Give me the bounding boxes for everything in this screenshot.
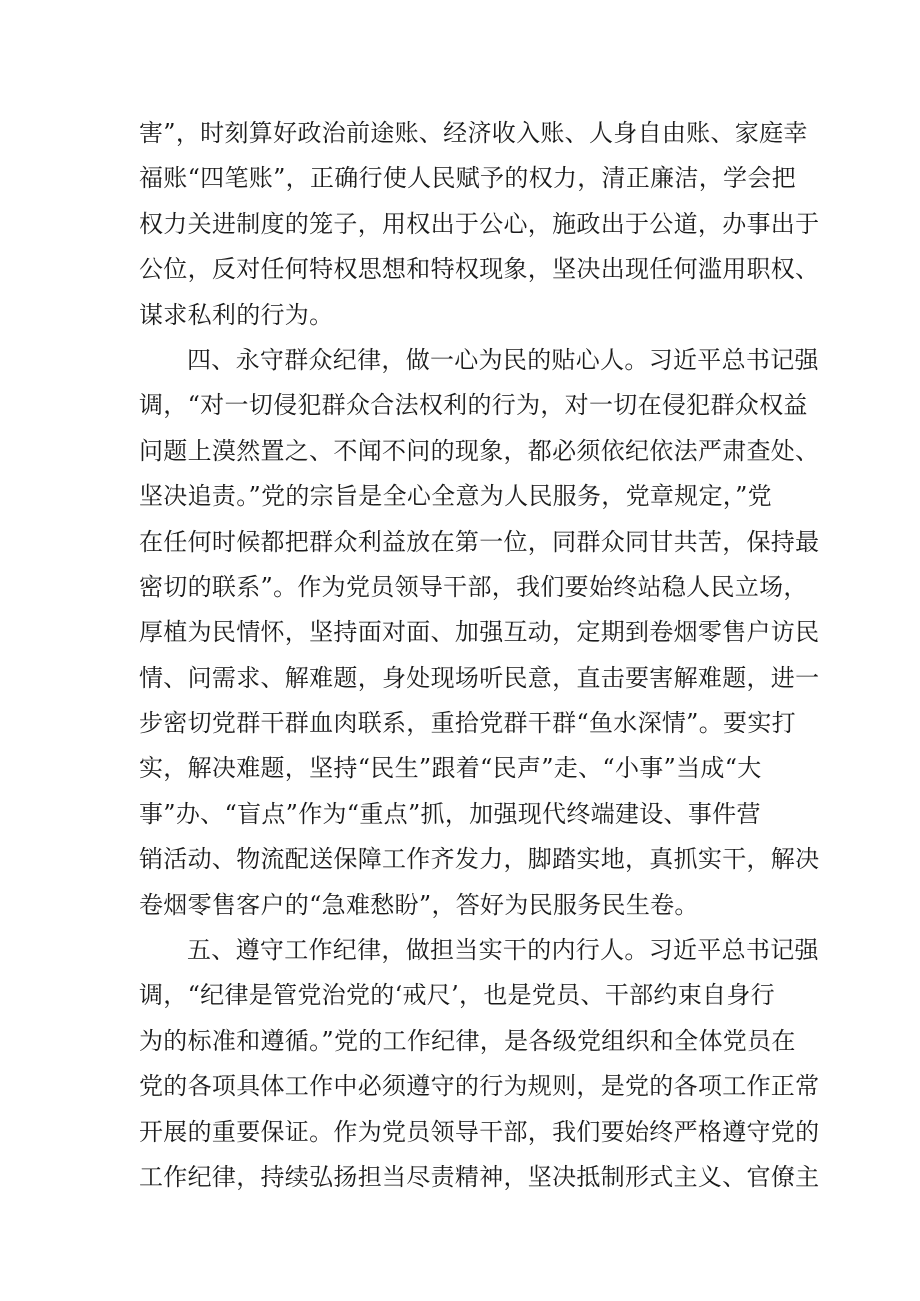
text-line: 坚决追责。”党的宗旨是全心全意为人民服务，党章规定，”党 bbox=[139, 482, 772, 511]
text-line: 调，“纪律是管党治党的‘戒尺’，也是党员、干部约束自身行 bbox=[139, 981, 775, 1010]
text-line: 害”，时刻算好政治前途账、经济收入账、人身自由账、家庭幸 bbox=[139, 119, 808, 147]
text-line: 实，解决难题，坚持“民生”跟着“民声”走、“小事”当成“大 bbox=[139, 754, 762, 783]
text-line: 情、问需求、解难题，身处现场听民意，直击要害解难题，进一 bbox=[139, 663, 820, 692]
text-line: 为的标准和遵循。”党的工作纪律，是各级党组织和全体党员在 bbox=[139, 1026, 796, 1055]
text-line: 福账“四笔账”，正确行使人民赋予的权力，清正廉洁，学会把 bbox=[139, 164, 796, 193]
text-line: 在任何时候都把群众利益放在第一位，同群众同甘共苦，保持最 bbox=[139, 527, 820, 556]
paragraph-heading-line: 五、遵守工作纪律，做担当实干的内行人。习近平总书记强 bbox=[187, 936, 819, 965]
text-line: 调，“对一切侵犯群众合法权利的行为，对一切在侵犯群众权益 bbox=[139, 391, 808, 420]
paragraph-heading-line: 四、永守群众纪律，做一心为民的贴心人。习近平总书记强 bbox=[187, 345, 819, 374]
text-line: 销活动、物流配送保障工作齐发力，脚踏实地，真抓实干，解决 bbox=[139, 845, 820, 874]
text-line: 步密切党群干群血肉联系，重拾党群干群“鱼水深情”。要实打 bbox=[139, 709, 796, 738]
text-line: 党的各项具体工作中必须遵守的行为规则，是党的各项工作正常 bbox=[139, 1072, 820, 1101]
text-line: 问题上漠然置之、不闻不问的现象，都必须依纪依法严肃查处、 bbox=[139, 436, 820, 465]
text-line: 权力关进制度的笼子，用权出于公心，施政出于公道，办事出于 bbox=[139, 209, 820, 238]
text-line: 密切的联系”。作为党员领导干部，我们要始终站稳人民立场， bbox=[139, 572, 808, 601]
text-line: 事”办、“盲点”作为“重点”抓，加强现代终端建设、事件营 bbox=[139, 799, 761, 828]
body-text bbox=[139, 114, 820, 1203]
text-line: 谋求私利的行为。 bbox=[139, 300, 334, 329]
text-line: 公位，反对任何特权思想和特权现象，坚决出现任何滥用职权、 bbox=[139, 255, 820, 284]
text-line: 厚植为民情怀，坚持面对面、加强互动，定期到卷烟零售户访民 bbox=[139, 618, 820, 647]
text-line: 开展的重要保证。作为党员领导干部，我们要始终严格遵守党的 bbox=[139, 1117, 820, 1146]
text-line: 卷烟零售客户的“急难愁盼”，答好为民服务民生卷。 bbox=[139, 890, 699, 919]
text-line: 工作纪律，持续弘扬担当尽责精神，坚决抵制形式主义、官僚主 bbox=[139, 1162, 820, 1191]
